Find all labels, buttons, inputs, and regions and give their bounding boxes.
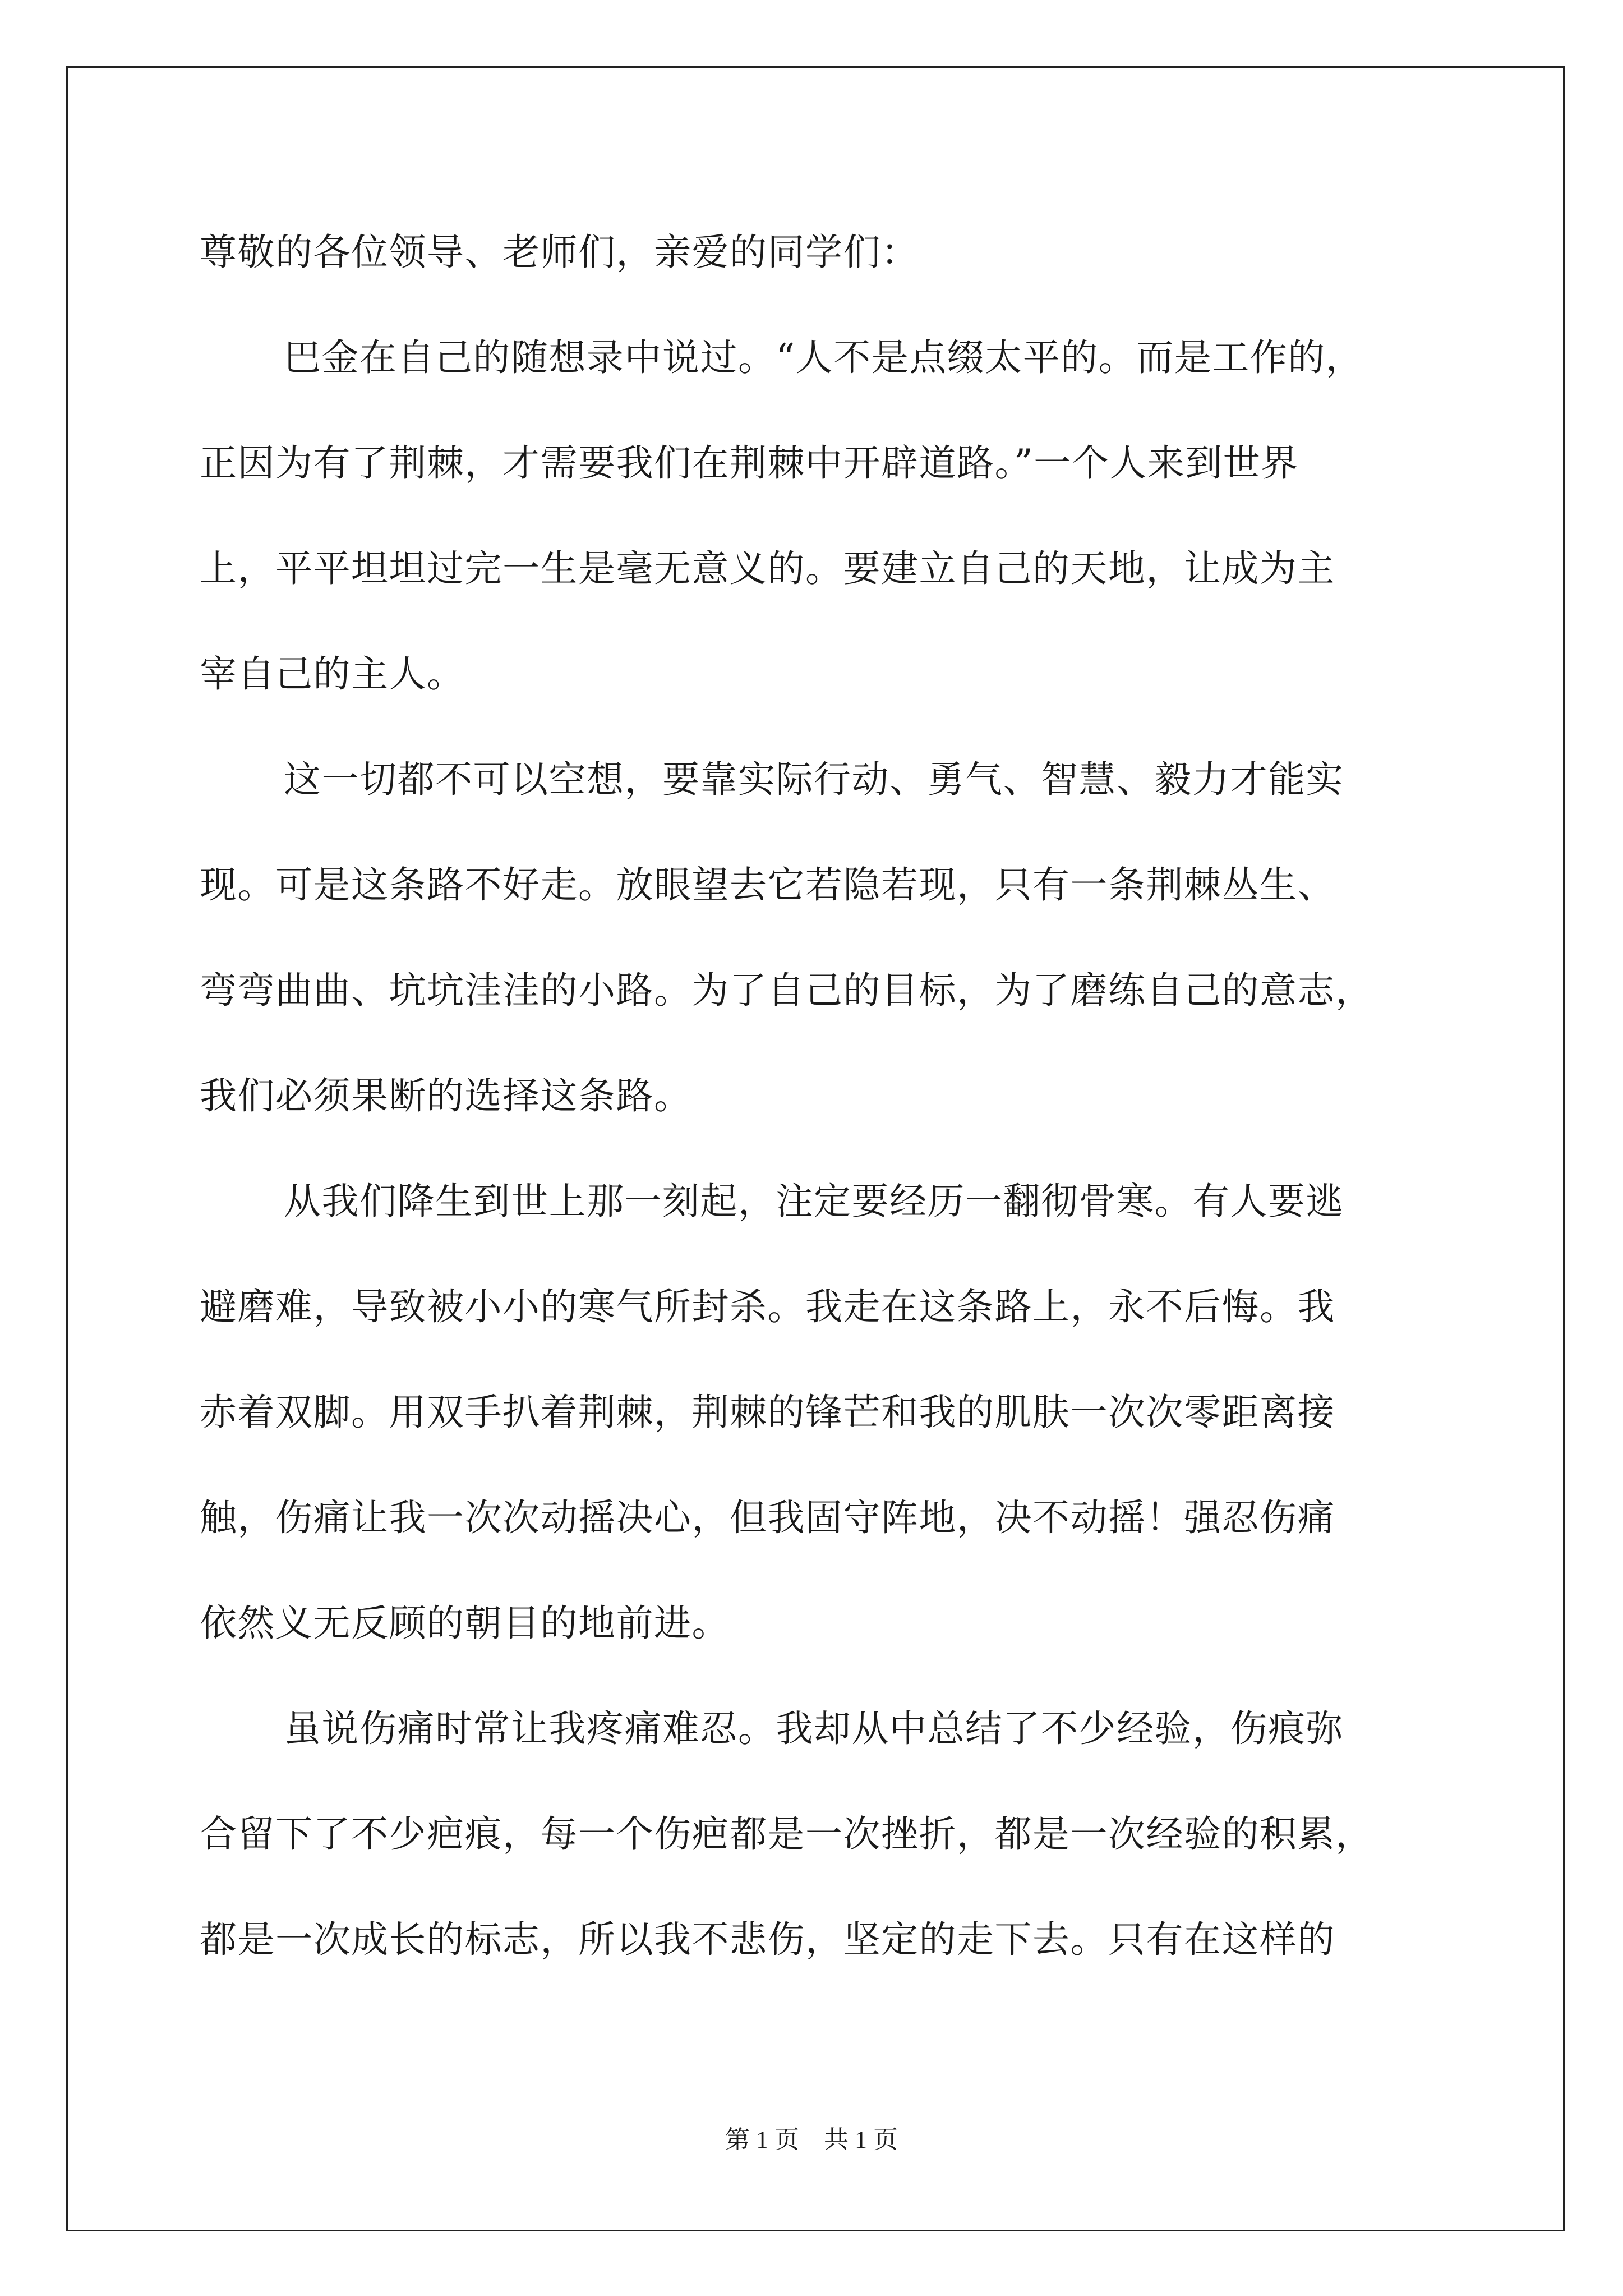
paragraph-4-line-3: 都是一次成长的标志，所以我不悲伤，坚定的走下去。只有在这样的 [200, 1918, 1335, 1961]
paragraph-2-line-2: 现。可是这条路不好走。放眼望去它若隐若现，只有一条荆棘丛生、 [200, 863, 1335, 907]
paragraph-2-line-4: 我们必须果断的选择这条路。 [200, 1074, 692, 1117]
paragraph-2-line-3: 弯弯曲曲、坑坑洼洼的小路。为了自己的目标，为了磨练自己的意志， [200, 969, 1373, 1012]
paragraph-3-line-4: 触，伤痛让我一次次动摇决心，但我固守阵地，决不动摇！强忍伤痛 [200, 1496, 1335, 1539]
salutation: 尊敬的各位领导、老师们，亲爱的同学们： [200, 231, 919, 274]
paragraph-3-line-3: 赤着双脚。用双手扒着荆棘，荆棘的锋芒和我的肌肤一次次零距离接 [200, 1391, 1335, 1434]
paragraph-1-line-3: 上，平平坦坦过完一生是毫无意义的。要建立自己的天地，让成为主 [200, 547, 1335, 590]
paragraph-4-line-1: 虽说伤痛时常让我疼痛难忍。我却从中总结了不少经验，伤痕弥 [284, 1707, 1344, 1750]
paragraph-3-line-5: 依然义无反顾的朝目的地前进。 [200, 1602, 730, 1645]
page-border [66, 66, 1565, 2231]
paragraph-1-line-1: 巴金在自己的随想录中说过。“人不是点缀太平的。而是工作的， [284, 336, 1364, 379]
paragraph-1-line-2: 正因为有了荆棘，才需要我们在荆棘中开辟道路。”一个人来到世界 [200, 441, 1299, 485]
paragraph-3-line-2: 避磨难，导致被小小的寒气所封杀。我走在这条路上，永不后悔。我 [200, 1285, 1335, 1328]
paragraph-2-line-1: 这一切都不可以空想，要靠实际行动、勇气、智慧、毅力才能实 [284, 758, 1344, 801]
paragraph-4-line-2: 合留下了不少疤痕，每一个伤疤都是一次挫折，都是一次经验的积累， [200, 1812, 1373, 1856]
paragraph-3-line-1: 从我们降生到世上那一刻起，注定要经历一翻彻骨寒。有人要逃 [284, 1180, 1344, 1223]
page-number: 第 1 页 共 1 页 [725, 2126, 898, 2154]
paragraph-1-line-4: 宰自己的主人。 [200, 652, 465, 696]
